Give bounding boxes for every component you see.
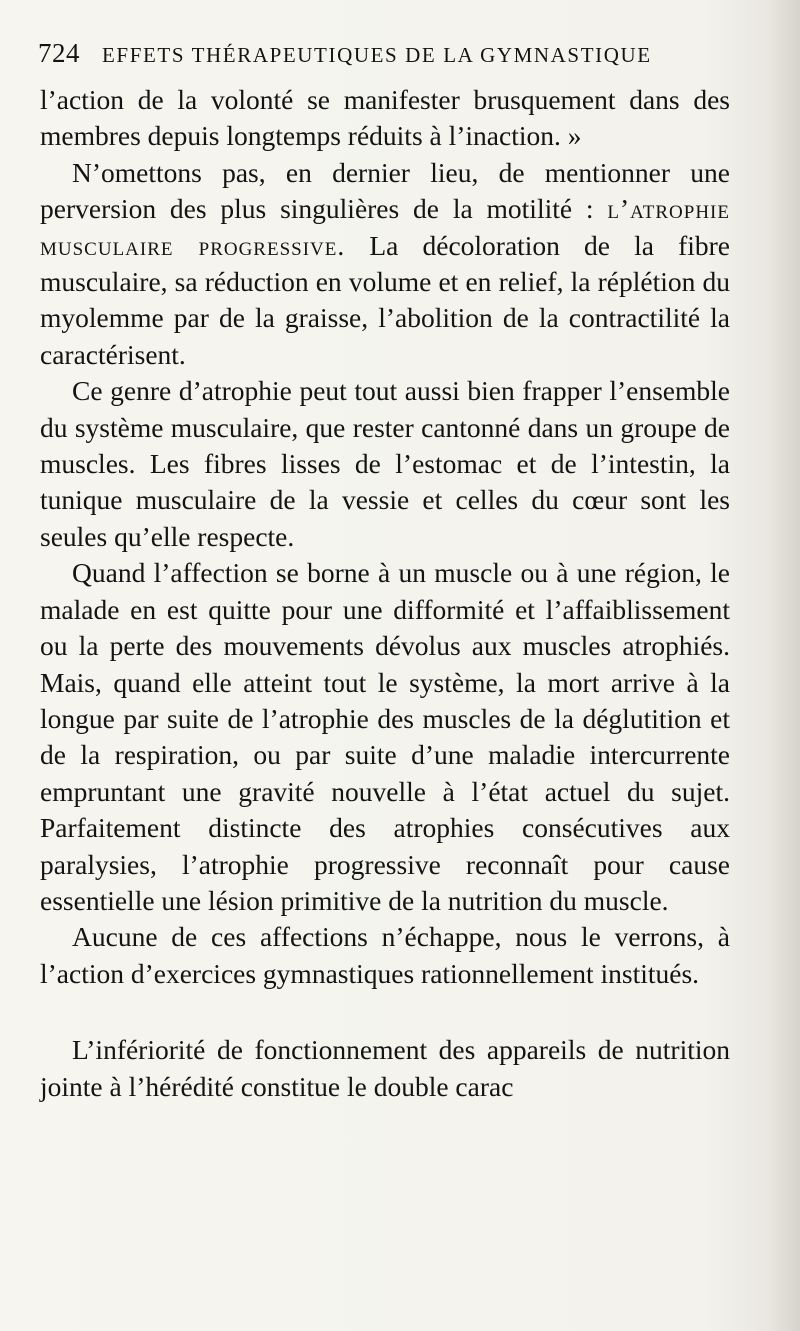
paragraph-affection: Quand l’affection se borne à un muscle ou à une région, le malade en est quitte pour une difformité et l’affaiblissement ou la perte des mouvements dévolus aux muscles atrophiés. Mais, quand elle atteint tout le système, la mort arrive à la longue par suite de l’atrophie des muscles de la déglutition et de la respiration, ou par suite d’une maladie intercurrente empruntant une gravité nouvelle à l’état actuel du sujet. Parfaitement distincte des atrophies consécutives aux paralysies, l’atrophie progressive reconnaît pour cause essentielle une lésion primitive de la nutrition du muscle. xyxy=(40,557,730,916)
page-header xyxy=(38,38,738,69)
paragraph-continuation: l’action de la volonté se manifester brusquement dans des membres depuis longtemps réduits à l’inaction. » xyxy=(40,84,730,152)
running-title: EFFETS THÉRAPEUTIQUES DE LA GYMNASTIQUE xyxy=(102,43,652,67)
paragraph-genre: Ce genre d’atrophie peut tout aussi bien frapper l’ensemble du système musculaire, que rester cantonné dans un groupe de muscles. Les fibres lisses de l’estomac et de l’intestin, la tunique musculaire de la vessie et celles du cœur sont les seules qu’elle respecte. xyxy=(40,375,730,552)
page-body xyxy=(40,82,730,1105)
paragraph-text: N’omettons pas, en dernier lieu, de mentionner une perversion des plus singulières de la motilité : xyxy=(40,156,730,225)
paragraph-inferiorite: L’infériorité de fonctionnement des appareils de nutrition jointe à l’hérédité constitue le double carac xyxy=(40,1034,730,1102)
paragraph-atrophie xyxy=(40,155,730,373)
page-number: 724 xyxy=(38,38,80,68)
paragraph-aucune: Aucune de ces affections n’échappe, nous le verrons, à l’action d’exercices gymnastiques rationnellement institués. xyxy=(40,921,730,989)
small-caps-term: l’atrophie musculaire progressive. xyxy=(40,193,730,261)
paragraph-text: La décoloration de la fibre musculaire, sa réduction en volume et en relief, la réplétion du myolemme par de la graisse, l’abolition de la contractilité la caractérisent. xyxy=(40,229,730,370)
section-gap xyxy=(40,992,730,1032)
